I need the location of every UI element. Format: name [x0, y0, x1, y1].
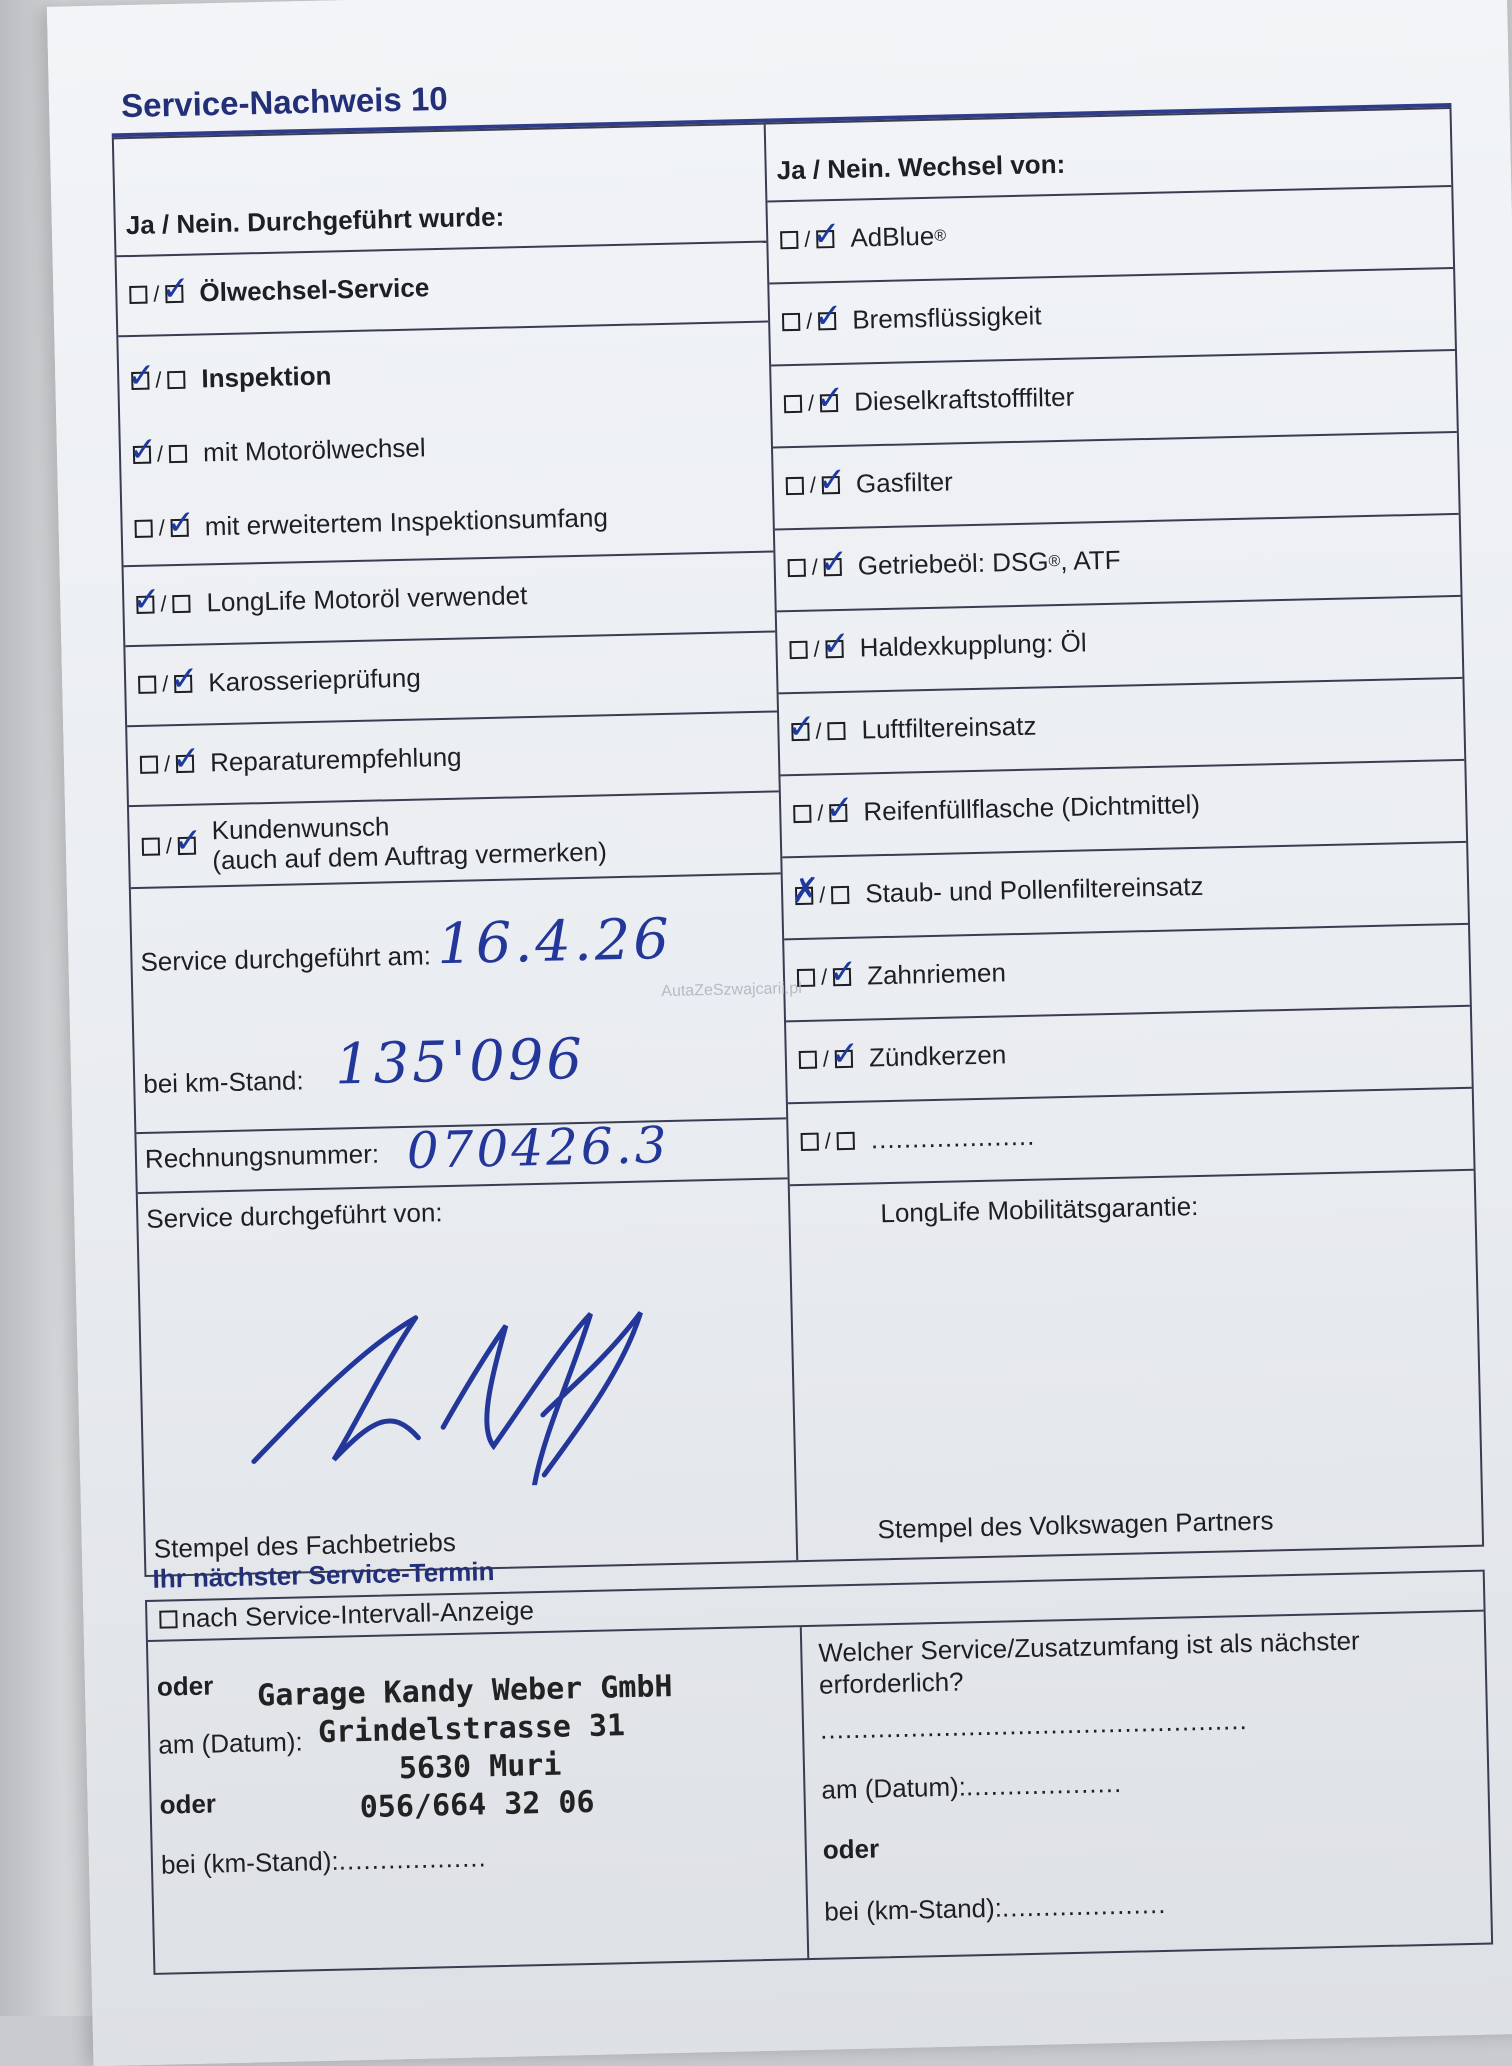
- check-item: / ✓ Haldexkupplung: Öl: [785, 627, 1087, 665]
- check-item: ✓ / LongLife Motoröl verwendet: [131, 578, 528, 620]
- check-item: / ✓ Getriebeöl: DSG ® , ATF: [783, 545, 1120, 584]
- checkmark-icon: ✓: [171, 738, 201, 779]
- check-item: / ✓ Ölwechsel-Service: [125, 272, 430, 310]
- checkmark-icon: ✓: [131, 578, 162, 620]
- check-item: / ✓ AdBlue ®: [776, 220, 946, 255]
- right-row-diesel: [771, 351, 1457, 448]
- checkbox[interactable]: [159, 1610, 177, 1628]
- left-header-row: [114, 125, 767, 258]
- checkbox-pair[interactable]: / ✓: [134, 670, 197, 697]
- service-form: [112, 107, 1484, 1577]
- checkmark-icon: ✓: [128, 428, 158, 470]
- checkmark-icon: ✓: [824, 787, 855, 828]
- left-column: [114, 125, 798, 1575]
- checkbox-pair[interactable]: / ✓: [780, 389, 843, 416]
- checkbox-pair[interactable]: ✓ /: [132, 590, 195, 617]
- checkmark-icon: ✓: [160, 268, 191, 309]
- left-row-kundenwunsch: [129, 792, 781, 889]
- checkbox-pair[interactable]: / ✓: [136, 750, 199, 777]
- check-item: / ✓ Bremsflüssigkeit: [778, 300, 1042, 337]
- guarantee-label: LongLife Mobilitätsgarantie:: [880, 1191, 1199, 1229]
- partner-stamp-label: Stempel des Volkswagen Partners: [877, 1505, 1274, 1545]
- handwritten-invoice: 070426.3: [406, 1116, 671, 1180]
- checkbox-pair[interactable]: / ✓: [778, 307, 841, 334]
- next-service-question: Welcher Service/Zusatzumfang ist als nächster erforderlich?: [818, 1625, 1360, 1700]
- checkmark-icon: ✓: [166, 502, 196, 543]
- checkmark-icon: ✓: [811, 213, 842, 255]
- right-row-haldex: [777, 597, 1463, 694]
- right-row-adblue: [767, 187, 1453, 284]
- right-row-pollen: [782, 843, 1468, 940]
- check-item: / ✓ mit erweitertem Inspektionsumfang: [130, 502, 608, 544]
- checkmark-icon: ✓: [126, 354, 157, 396]
- left-row-reparatur: [127, 712, 779, 807]
- checkmark-icon: ✓: [786, 706, 817, 747]
- right-date-field[interactable]: am (Datum): ...................: [821, 1767, 1123, 1805]
- checkmark-icon: ✗: [790, 870, 821, 911]
- checkbox-pair[interactable]: / ✓: [783, 553, 846, 580]
- checkmark-icon: ✓: [815, 377, 845, 418]
- right-row-zahnriemen: [784, 925, 1470, 1022]
- performed-by-field: Service durchgeführt von:: [146, 1197, 443, 1234]
- garage-stamp: Garage Kandy Weber GmbH Grindelstrasse 31 5630 Muri 056/664 32 06: [256, 1669, 673, 1826]
- left-row-oelwechsel: [117, 243, 769, 338]
- checkmark-icon: ✓: [169, 658, 200, 699]
- checkmark-icon: ✓: [819, 541, 849, 582]
- checkbox-pair[interactable]: / ✓: [785, 635, 848, 662]
- checkbox-pair[interactable]: / ✓: [795, 1045, 858, 1072]
- checkbox-pair[interactable]: / ✓: [793, 963, 856, 990]
- left-row-longlife: [124, 552, 776, 647]
- next-date-field[interactable]: am (Datum):: [157, 1726, 304, 1760]
- stamp-label: Stempel des Fachbetriebs: [153, 1526, 457, 1564]
- check-item: / ✓ Gasfilter: [782, 466, 954, 501]
- left-row-date-km: [131, 874, 786, 1134]
- check-item: / ✓ Reparaturempfehlung: [136, 742, 462, 780]
- check-item: / ✓ Zündkerzen: [795, 1039, 1007, 1075]
- check-item: / ....................: [796, 1121, 1035, 1157]
- oder-label: oder: [822, 1833, 880, 1865]
- left-row-signature: [138, 1179, 797, 1579]
- right-row-bremsfluessigkeit: [769, 269, 1455, 366]
- right-row-getriebeoel: [775, 515, 1461, 612]
- checkbox-pair[interactable]: /: [796, 1127, 859, 1154]
- check-item: ✗ / Staub- und Pollenfiltereinsatz: [790, 870, 1204, 911]
- invoice-field[interactable]: Rechnungsnummer:: [144, 1138, 380, 1174]
- checkbox-pair[interactable]: / ✓: [130, 514, 193, 541]
- check-item: ✓ / Inspektion: [126, 354, 332, 396]
- checkbox-pair[interactable]: / ✓: [125, 280, 188, 307]
- oder-label: oder: [159, 1788, 217, 1820]
- check-item: / ✓ Reifenfüllflasche (Dichtmittel): [789, 789, 1200, 829]
- checkbox-pair[interactable]: / ✓: [782, 471, 845, 498]
- right-row-luftfilter: [779, 679, 1465, 776]
- check-item: / ✓ Kundenwunsch (auch auf dem Auftrag vermerken): [137, 806, 607, 877]
- checkbox-pair[interactable]: ✓ /: [787, 717, 850, 744]
- km-field[interactable]: bei km-Stand:: [142, 1065, 304, 1099]
- checkmark-icon: ✓: [821, 623, 851, 664]
- service-date-field[interactable]: Service durchgeführt am:: [140, 940, 432, 977]
- checkbox-pair[interactable]: ✓ /: [127, 366, 190, 393]
- service-booklet-page: [47, 0, 1512, 2066]
- next-km-field[interactable]: bei (km-Stand): ..................: [160, 1842, 488, 1880]
- interval-option[interactable]: nach Service-Intervall-Anzeige: [155, 1595, 534, 1635]
- check-item: / ✓ Karosserieprüfung: [134, 663, 421, 700]
- right-row-blank: [788, 1089, 1474, 1186]
- left-header: Ja / Nein. Durchgeführt wurde:: [125, 201, 505, 241]
- checkmark-icon: ✓: [817, 459, 847, 500]
- right-row-guarantee: [790, 1171, 1482, 1564]
- right-km-field[interactable]: bei (km-Stand): ....................: [823, 1888, 1167, 1927]
- check-item: / ✓ Zahnriemen: [793, 957, 1007, 993]
- left-row-karosserie: [125, 632, 777, 727]
- oder-label: oder: [156, 1670, 214, 1702]
- right-row-gasfilter: [773, 433, 1459, 530]
- check-item: / ✓ Dieselkraftstofffilter: [780, 382, 1075, 420]
- left-row-inspektion: [118, 323, 773, 568]
- check-item: ✓ / mit Motorölwechsel: [128, 428, 426, 470]
- checkmark-icon: ✓: [813, 295, 844, 336]
- checkbox-pair[interactable]: / ✓: [776, 225, 839, 252]
- checkmark-icon: ✓: [828, 951, 858, 992]
- checkbox-pair[interactable]: ✓ /: [129, 440, 192, 467]
- checkmark-icon: ✓: [830, 1033, 860, 1074]
- right-row-zuendkerzen: [786, 1007, 1472, 1104]
- question-line[interactable]: ....................................................: [819, 1705, 1248, 1745]
- next-service-title: Ihr nächster Service-Termin: [152, 1556, 495, 1594]
- right-column: [766, 109, 1482, 1560]
- page-title: Service-Nachweis 10: [120, 79, 448, 125]
- handwritten-km: 135'096: [334, 1026, 586, 1098]
- checkbox-pair[interactable]: / ✓: [789, 799, 852, 826]
- right-header: Ja / Nein. Wechsel von:: [776, 148, 1066, 186]
- right-row-reifen: [780, 761, 1466, 858]
- check-item: ✓ / Luftfiltereinsatz: [786, 706, 1037, 747]
- watermark: AutaZeSzwajcarii.pl: [661, 979, 802, 1001]
- divider: [800, 1627, 810, 1960]
- checkmark-icon: ✓: [173, 820, 203, 862]
- checkbox-pair[interactable]: / ✓: [138, 833, 201, 860]
- checkbox-pair[interactable]: ✗ /: [791, 881, 854, 908]
- handwritten-date: 16.4.26: [436, 906, 673, 978]
